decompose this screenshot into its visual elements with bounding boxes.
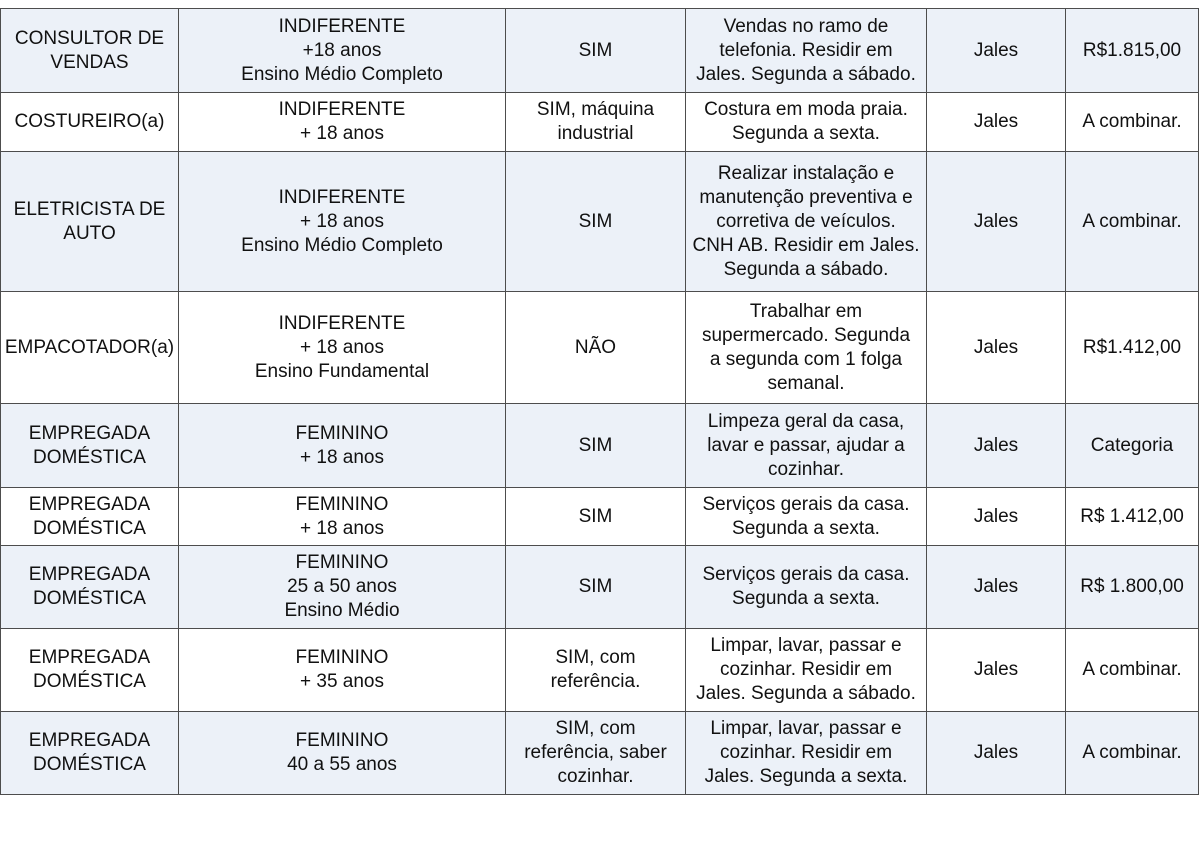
description-line: Jales. Segunda a sexta. (704, 766, 908, 787)
job-title-line: ELETRICISTA DE (13, 198, 166, 220)
requirements-cell (179, 629, 506, 712)
experience-cell (506, 9, 686, 93)
salary-cell: R$ 1.800,00 (1066, 546, 1199, 629)
description-cell (686, 93, 927, 152)
experience-cell (506, 292, 686, 404)
requirements-line: FEMININO (295, 730, 389, 751)
job-title-line: EMPREGADA (28, 730, 151, 751)
requirements-line: + 18 anos (300, 446, 384, 468)
description-line: Serviços gerais da casa. (702, 564, 910, 585)
requirements-line: FEMININO (295, 552, 389, 573)
requirements-cell (179, 93, 506, 152)
job-title-line: CONSULTOR DE (14, 27, 165, 49)
job-openings-table-wrapper (0, 8, 1199, 795)
city-cell: Jales (927, 9, 1066, 93)
requirements-line: 40 a 55 anos (287, 754, 397, 775)
job-title-cell (1, 546, 179, 629)
experience-line: SIM (578, 39, 613, 61)
salary-cell: A combinar. (1066, 712, 1199, 795)
requirements-line: + 18 anos (300, 336, 384, 358)
requirements-cell (179, 546, 506, 629)
description-line: Segunda a sexta. (732, 123, 880, 144)
experience-line: SIM, com (555, 647, 636, 668)
experience-line: SIM, com (555, 718, 636, 739)
requirements-line: INDIFERENTE (278, 99, 406, 120)
description-cell (686, 629, 927, 712)
job-title-line: EMPREGADA (28, 564, 151, 585)
requirements-cell (179, 712, 506, 795)
salary-cell: R$1.412,00 (1066, 292, 1199, 404)
description-cell (686, 488, 927, 546)
table-row (1, 152, 1199, 292)
requirements-cell (179, 152, 506, 292)
requirements-line: FEMININO (295, 422, 389, 444)
requirements-line: Ensino Médio (284, 600, 400, 621)
requirements-cell (179, 488, 506, 546)
table-row (1, 9, 1199, 93)
job-title-cell (1, 404, 179, 488)
description-cell (686, 152, 927, 292)
requirements-line: +18 anos (302, 39, 382, 61)
experience-line: SIM (578, 576, 613, 597)
job-title-cell (1, 629, 179, 712)
job-title-line: COSTUREIRO(a) (14, 111, 165, 132)
job-title-line: EMPACOTADOR(a) (4, 336, 175, 358)
experience-cell (506, 404, 686, 488)
description-line: Serviços gerais da casa. (702, 493, 910, 515)
salary-cell: Categoria (1066, 404, 1199, 488)
job-title-line: DOMÉSTICA (33, 754, 146, 775)
requirements-line: + 18 anos (300, 123, 384, 144)
description-cell (686, 9, 927, 93)
experience-line: SIM (578, 210, 613, 232)
job-title-cell (1, 152, 179, 292)
table-row (1, 546, 1199, 629)
requirements-line: Ensino Médio Completo (241, 63, 443, 85)
description-line: supermercado. Segunda (701, 324, 911, 346)
description-cell (686, 546, 927, 629)
job-openings-body (1, 9, 1199, 795)
job-title-line: DOMÉSTICA (33, 446, 146, 468)
job-title-line: EMPREGADA (28, 647, 151, 668)
experience-line: SIM (578, 434, 613, 456)
description-line: Limpar, lavar, passar e (710, 635, 902, 656)
description-line: a segunda com 1 folga (709, 348, 903, 370)
salary-cell: A combinar. (1066, 629, 1199, 712)
job-title-line: EMPREGADA (28, 493, 151, 515)
experience-cell (506, 629, 686, 712)
experience-line: industrial (557, 123, 634, 144)
experience-cell (506, 712, 686, 795)
description-line: Realizar instalação e (717, 162, 895, 184)
job-openings-table (0, 8, 1199, 795)
job-title-line: VENDAS (50, 51, 129, 73)
table-row (1, 712, 1199, 795)
table-row (1, 292, 1199, 404)
experience-line: NÃO (574, 336, 617, 358)
description-line: Segunda a sábado. (723, 258, 889, 280)
description-line: cozinhar. (767, 458, 845, 480)
description-line: Segunda a sexta. (732, 588, 880, 609)
table-row (1, 629, 1199, 712)
job-title-line: AUTO (63, 222, 116, 244)
city-cell: Jales (927, 404, 1066, 488)
experience-cell (506, 93, 686, 152)
experience-line: SIM (578, 505, 613, 527)
description-line: CNH AB. Residir em Jales. (692, 234, 920, 256)
description-line: semanal. (767, 372, 845, 394)
job-title-cell (1, 488, 179, 546)
experience-line: SIM, máquina (536, 99, 655, 120)
requirements-cell (179, 404, 506, 488)
table-row (1, 488, 1199, 546)
job-title-cell (1, 292, 179, 404)
city-cell: Jales (927, 546, 1066, 629)
experience-cell (506, 152, 686, 292)
salary-cell: A combinar. (1066, 93, 1199, 152)
job-title-line: DOMÉSTICA (33, 517, 146, 539)
description-line: manutenção preventiva e (699, 186, 913, 208)
requirements-line: Ensino Fundamental (254, 360, 430, 382)
description-line: Limpeza geral da casa, (707, 410, 905, 432)
requirements-line: FEMININO (295, 493, 389, 515)
job-title-line: DOMÉSTICA (33, 588, 146, 609)
salary-cell: A combinar. (1066, 152, 1199, 292)
job-title-line: DOMÉSTICA (33, 671, 146, 692)
job-title-line: EMPREGADA (28, 422, 151, 444)
job-title-cell (1, 9, 179, 93)
requirements-line: + 18 anos (300, 210, 384, 232)
requirements-line: Ensino Médio Completo (241, 234, 443, 256)
city-cell: Jales (927, 93, 1066, 152)
description-line: Vendas no ramo de (723, 15, 889, 37)
experience-line: referência. (550, 671, 641, 692)
city-cell: Jales (927, 152, 1066, 292)
requirements-line: 25 a 50 anos (287, 576, 397, 597)
description-line: telefonia. Residir em (719, 39, 893, 61)
experience-cell (506, 546, 686, 629)
requirements-cell (179, 9, 506, 93)
requirements-cell (179, 292, 506, 404)
experience-line: cozinhar. (557, 766, 634, 787)
requirements-line: INDIFERENTE (278, 186, 406, 208)
requirements-line: FEMININO (295, 647, 389, 668)
description-line: Jales. Segunda a sábado. (696, 683, 916, 704)
description-line: cozinhar. Residir em (719, 659, 893, 680)
description-line: Costura em moda praia. (704, 99, 908, 120)
city-cell: Jales (927, 292, 1066, 404)
description-line: cozinhar. Residir em (719, 742, 893, 763)
city-cell: Jales (927, 712, 1066, 795)
city-cell: Jales (927, 629, 1066, 712)
description-line: Jales. Segunda a sábado. (696, 63, 916, 85)
description-line: Segunda a sexta. (732, 517, 880, 539)
description-line: Trabalhar em (749, 300, 863, 322)
description-line: Limpar, lavar, passar e (710, 718, 902, 739)
salary-cell: R$ 1.412,00 (1066, 488, 1199, 546)
description-cell (686, 712, 927, 795)
requirements-line: + 35 anos (300, 671, 384, 692)
job-title-cell (1, 93, 179, 152)
salary-cell: R$1.815,00 (1066, 9, 1199, 93)
job-title-cell (1, 712, 179, 795)
city-cell: Jales (927, 488, 1066, 546)
requirements-line: INDIFERENTE (278, 312, 406, 334)
description-line: corretiva de veículos. (716, 210, 896, 232)
experience-cell (506, 488, 686, 546)
description-line: lavar e passar, ajudar a (707, 434, 905, 456)
requirements-line: INDIFERENTE (278, 15, 406, 37)
description-cell (686, 292, 927, 404)
description-cell (686, 404, 927, 488)
experience-line: referência, saber (524, 742, 667, 763)
requirements-line: + 18 anos (300, 517, 384, 539)
table-row (1, 93, 1199, 152)
table-row (1, 404, 1199, 488)
